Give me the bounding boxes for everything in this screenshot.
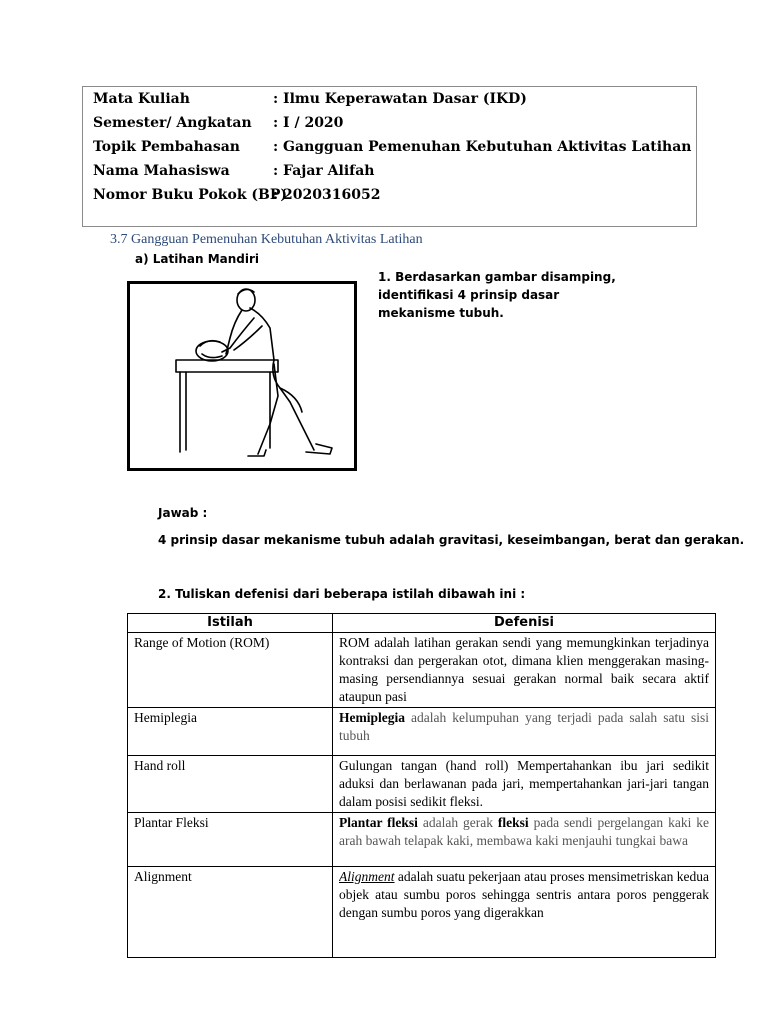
definitions-table: [127, 613, 716, 958]
info-row-student-id: Nomor Buku Pokok (BP): 2020316052: [93, 187, 381, 203]
nurse-patient-drawing: [130, 284, 354, 468]
info-row-course: Mata Kuliah : Ilmu Keperawatan Dasar (IKD): [93, 91, 527, 107]
info-row-student-name: Nama Mahasiswa : Fajar Alifah: [93, 163, 375, 179]
info-row-semester: Semester/ Angkatan : I / 2020: [93, 115, 344, 131]
subsection-title: a) Latihan Mandiri: [135, 252, 260, 266]
definition-cell: [333, 867, 716, 958]
table-row: [128, 633, 716, 708]
table-row: [128, 708, 716, 756]
term-cell: Hemiplegia: [128, 708, 333, 756]
term-cell: Range of Motion (ROM): [128, 633, 333, 708]
header-term: Istilah: [128, 614, 333, 633]
table-row: [128, 813, 716, 867]
term-cell: Plantar Fleksi: [128, 813, 333, 867]
term-cell: Alignment: [128, 867, 333, 958]
definition-cell: Gulungan tangan (hand roll) Mempertahankan ibu jari sedikit aduksi dan berlawanan pada jari, mempertahankan jari-jari tangan dalam posisi sedikit fleksi.: [333, 756, 716, 813]
term-cell: Hand roll: [128, 756, 333, 813]
table-row: [128, 756, 716, 813]
definition-cell: Plantar fleksi adalah gerak fleksi pada sendi pergelangan kaki ke arah bawah telapak kaki, membawa kaki menjauhi tungkai bawa: [333, 813, 716, 867]
question-2: 2. Tuliskan defenisi dari beberapa istilah dibawah ini :: [158, 587, 526, 601]
answer-label: Jawab :: [158, 506, 208, 520]
course-info-box: [82, 86, 697, 227]
question-1: 1. Berdasarkan gambar disamping, identifikasi 4 prinsip dasar mekanisme tubuh.: [378, 270, 616, 320]
definition-cell: ROM adalah latihan gerakan sendi yang memungkinkan terjadinya kontraksi dan pergerakan otot, dimana klien menggerakan masing-masing persendiannya sesuai gerakan normal baik secara aktif ataupun pasi: [333, 633, 716, 708]
info-row-topic: Topik Pembahasan : Gangguan Pemenuhan Kebutuhan Aktivitas Latihan: [93, 139, 692, 155]
definition-cell: Hemiplegia adalah kelumpuhan yang terjadi pada salah satu sisi tubuh: [333, 708, 716, 756]
table-header-row: [128, 614, 716, 633]
answer-text: 4 prinsip dasar mekanisme tubuh adalah gravitasi, keseimbangan, berat dan gerakan.: [158, 533, 745, 547]
header-definition: Defenisi: [333, 614, 716, 633]
body-mechanics-illustration: [127, 281, 357, 471]
definition-clip: Alignment adalah suatu pekerjaan atau proses mensimetriskan kedua objek atau sumbu poros sehingga sentris antara poros penggerak dengan sumbu poros yang digerakkan: [339, 869, 709, 920]
table-row: [128, 867, 716, 958]
section-title: 3.7 Gangguan Pemenuhan Kebutuhan Aktivitas Latihan: [110, 232, 423, 247]
